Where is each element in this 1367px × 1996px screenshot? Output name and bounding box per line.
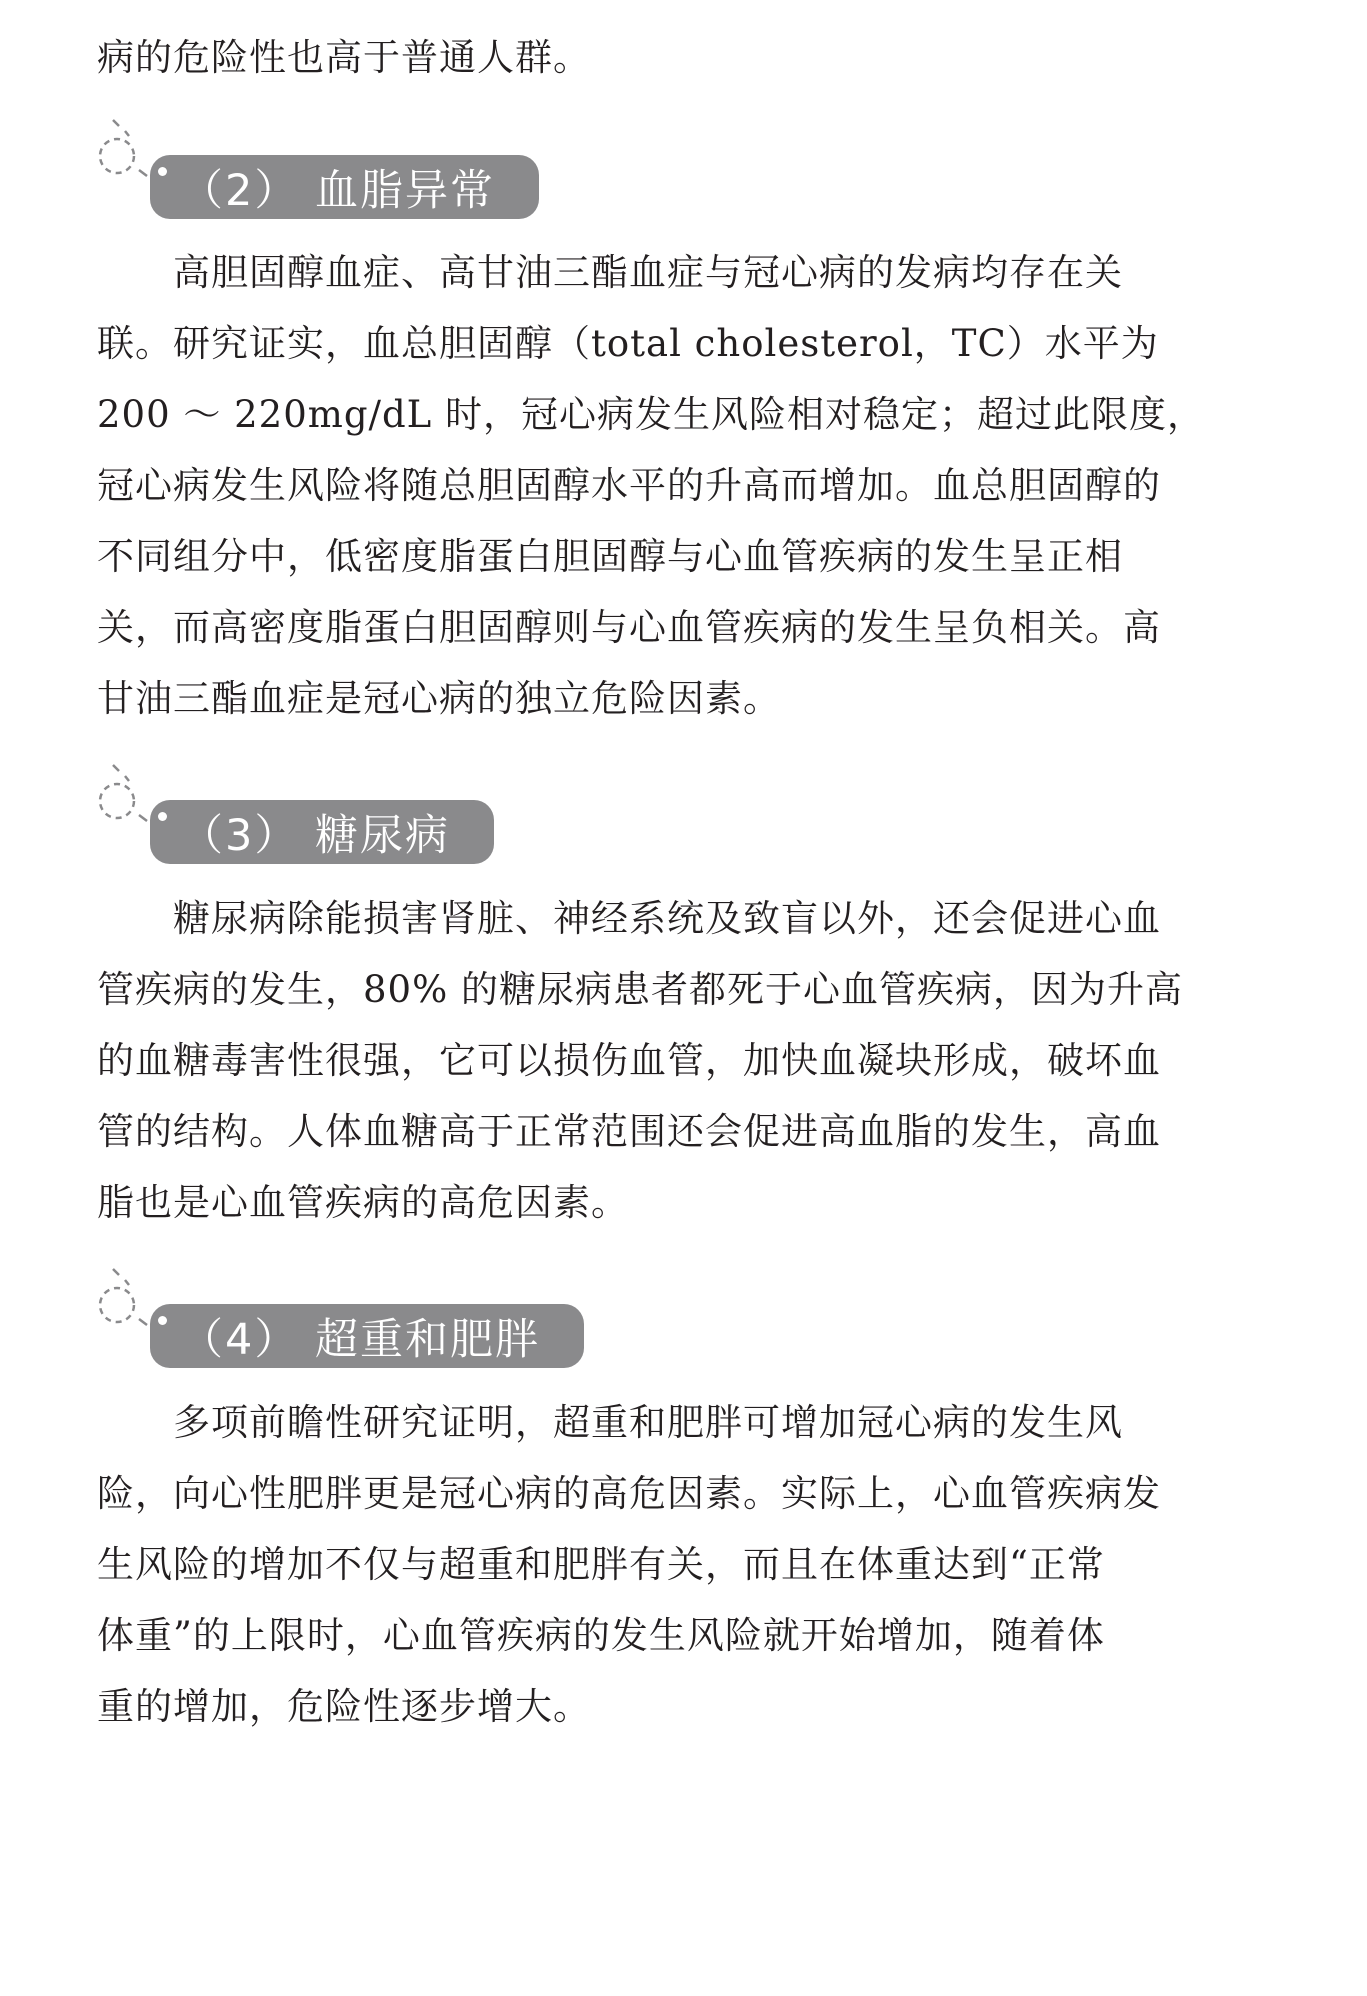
section-4-paragraph (97, 1387, 1267, 1742)
bullet-dot (158, 167, 167, 176)
text-line: 重的增加，危险性逐步增大。 (97, 1685, 591, 1728)
bullet-dot (158, 812, 167, 821)
heading-text: （4） 超重和肥胖 (180, 1314, 541, 1365)
text-line: 甘油三酯血症是冠心病的独立危险因素。 (97, 677, 781, 720)
heading-pill (150, 800, 494, 864)
text-line: 险，向心性肥胖更是冠心病的高危因素。实际上，心血管疾病发 (97, 1472, 1161, 1515)
text-line: 冠心病发生风险将随总胆固醇水平的升高而增加。血总胆固醇的 (97, 464, 1161, 507)
text-line: 管的结构。人体血糖高于正常范围还会促进高血脂的发生，高血 (97, 1110, 1161, 1153)
text-line: 多项前瞻性研究证明，超重和肥胖可增加冠心病的发生风 (97, 1401, 1123, 1444)
section-2-paragraph (97, 237, 1267, 734)
text-line: 的血糖毒害性很强，它可以损伤血管，加快血凝块形成，破坏血 (97, 1039, 1161, 1082)
heading-text: （3） 糖尿病 (180, 810, 451, 861)
text-line: 不同组分中，低密度脂蛋白胆固醇与心血管疾病的发生呈正相 (97, 535, 1123, 578)
heading-pill (150, 155, 539, 219)
text-line: 关，而高密度脂蛋白胆固醇则与心血管疾病的发生呈负相关。高 (97, 606, 1161, 649)
heading-text: （2） 血脂异常 (180, 165, 496, 216)
text-line: 体重”的上限时，心血管疾病的发生风险就开始增加，随着体 (97, 1614, 1105, 1657)
text-line: 200 ～ 220mg/dL 时，冠心病发生风险相对稳定；超过此限度， (97, 393, 1206, 436)
text-line: 糖尿病除能损害肾脏、神经系统及致盲以外，还会促进心血 (97, 897, 1161, 940)
intro-paragraph-tail (97, 22, 1267, 93)
text-line: 高胆固醇血症、高甘油三酯血症与冠心病的发病均存在关 (97, 251, 1123, 294)
text-line: 病的危险性也高于普通人群。 (97, 36, 591, 79)
text-line: 联。研究证实，血总胆固醇（total cholesterol，TC）水平为 (97, 322, 1159, 365)
text-line: 生风险的增加不仅与超重和肥胖有关，而且在体重达到“正常 (97, 1543, 1105, 1586)
heading-pill (150, 1304, 584, 1368)
text-line: 管疾病的发生，80% 的糖尿病患者都死于心血管疾病，因为升高 (97, 968, 1183, 1011)
bullet-dot (158, 1316, 167, 1325)
section-3-paragraph (97, 883, 1267, 1238)
text-line: 脂也是心血管疾病的高危因素。 (97, 1181, 629, 1224)
